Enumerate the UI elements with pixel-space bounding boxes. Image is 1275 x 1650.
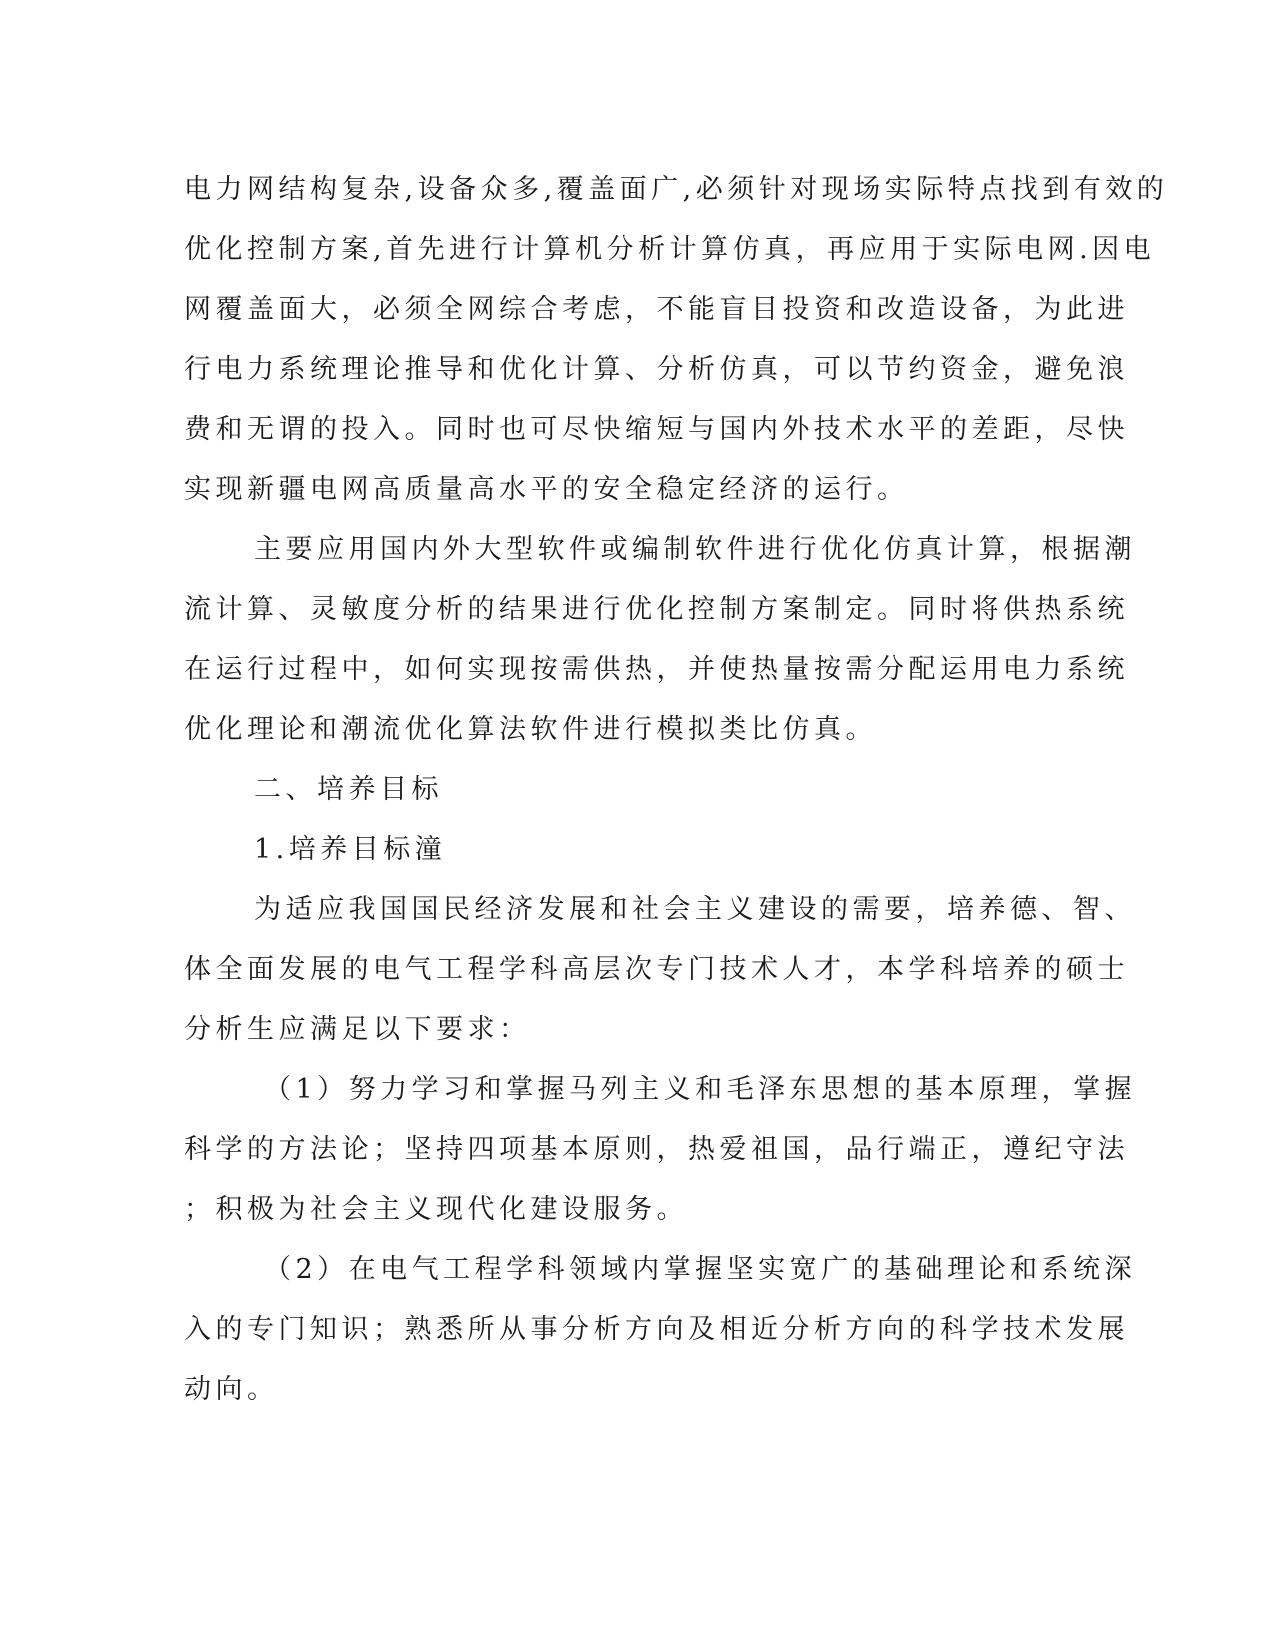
paragraph-2-line-3: 在运行过程中，如何实现按需供热，并使热量按需分配运用电力系统 (184, 654, 1129, 685)
subsection-heading: 1.培养目标潼 (254, 834, 447, 865)
paragraph-1-line-3: 网覆盖面大，必须全网综合考虑，不能盲目投资和改造设备，为此进 (184, 294, 1129, 325)
list-item-1-line-1: （1）努力学习和掌握马列主义和毛泽东思想的基本原理，掌握 (264, 1074, 1137, 1105)
paragraph-2-line-2: 流计算、灵敏度分析的结果进行优化控制方案制定。同时将供热系统 (184, 594, 1129, 625)
list-item-2-line-2: 入的专门知识；熟悉所从事分析方向及相近分析方向的科学技术发展 (184, 1314, 1129, 1345)
paragraph-1-line-5: 费和无谓的投入。同时也可尽快缩短与国内外技术水平的差距，尽快 (184, 414, 1129, 445)
paragraph-2-line-1: 主要应用国内外大型软件或编制软件进行优化仿真计算，根据潮 (254, 534, 1136, 565)
paragraph-1-line-1: 电力网结构复杂,设备众多,覆盖面广,必须针对现场实际特点找到有效的 (184, 174, 1169, 205)
list-item-2-line-1: （2）在电气工程学科领域内掌握坚实宽广的基础理论和系统深 (264, 1254, 1137, 1285)
list-item-2-line-3: 动向。 (184, 1374, 279, 1405)
paragraph-1-line-2: 优化控制方案,首先进行计算机分析计算仿真，再应用于实际电网.因电 (184, 234, 1156, 265)
paragraph-1-line-4: 行电力系统理论推导和优化计算、分析仿真，可以节约资金，避免浪 (184, 354, 1129, 385)
section-heading: 二、培养目标 (254, 774, 443, 805)
paragraph-2-line-4: 优化理论和潮流优化算法软件进行模拟类比仿真。 (184, 714, 877, 745)
paragraph-3-line-2: 体全面发展的电气工程学科高层次专门技术人才，本学科培养的硕士 (184, 954, 1129, 985)
document-body (184, 160, 1169, 1420)
paragraph-1-line-6: 实现新疆电网高质量高水平的安全稳定经济的运行。 (184, 474, 909, 505)
list-item-1-line-2: 科学的方法论；坚持四项基本原则，热爱祖国，品行端正，遵纪守法 (184, 1134, 1129, 1165)
paragraph-3-line-3: 分析生应满足以下要求： (184, 1014, 531, 1045)
list-item-1-line-3: ；积极为社会主义现代化建设服务。 (184, 1194, 688, 1225)
paragraph-3-line-1: 为适应我国国民经济发展和社会主义建设的需要，培养德、智、 (254, 894, 1136, 925)
